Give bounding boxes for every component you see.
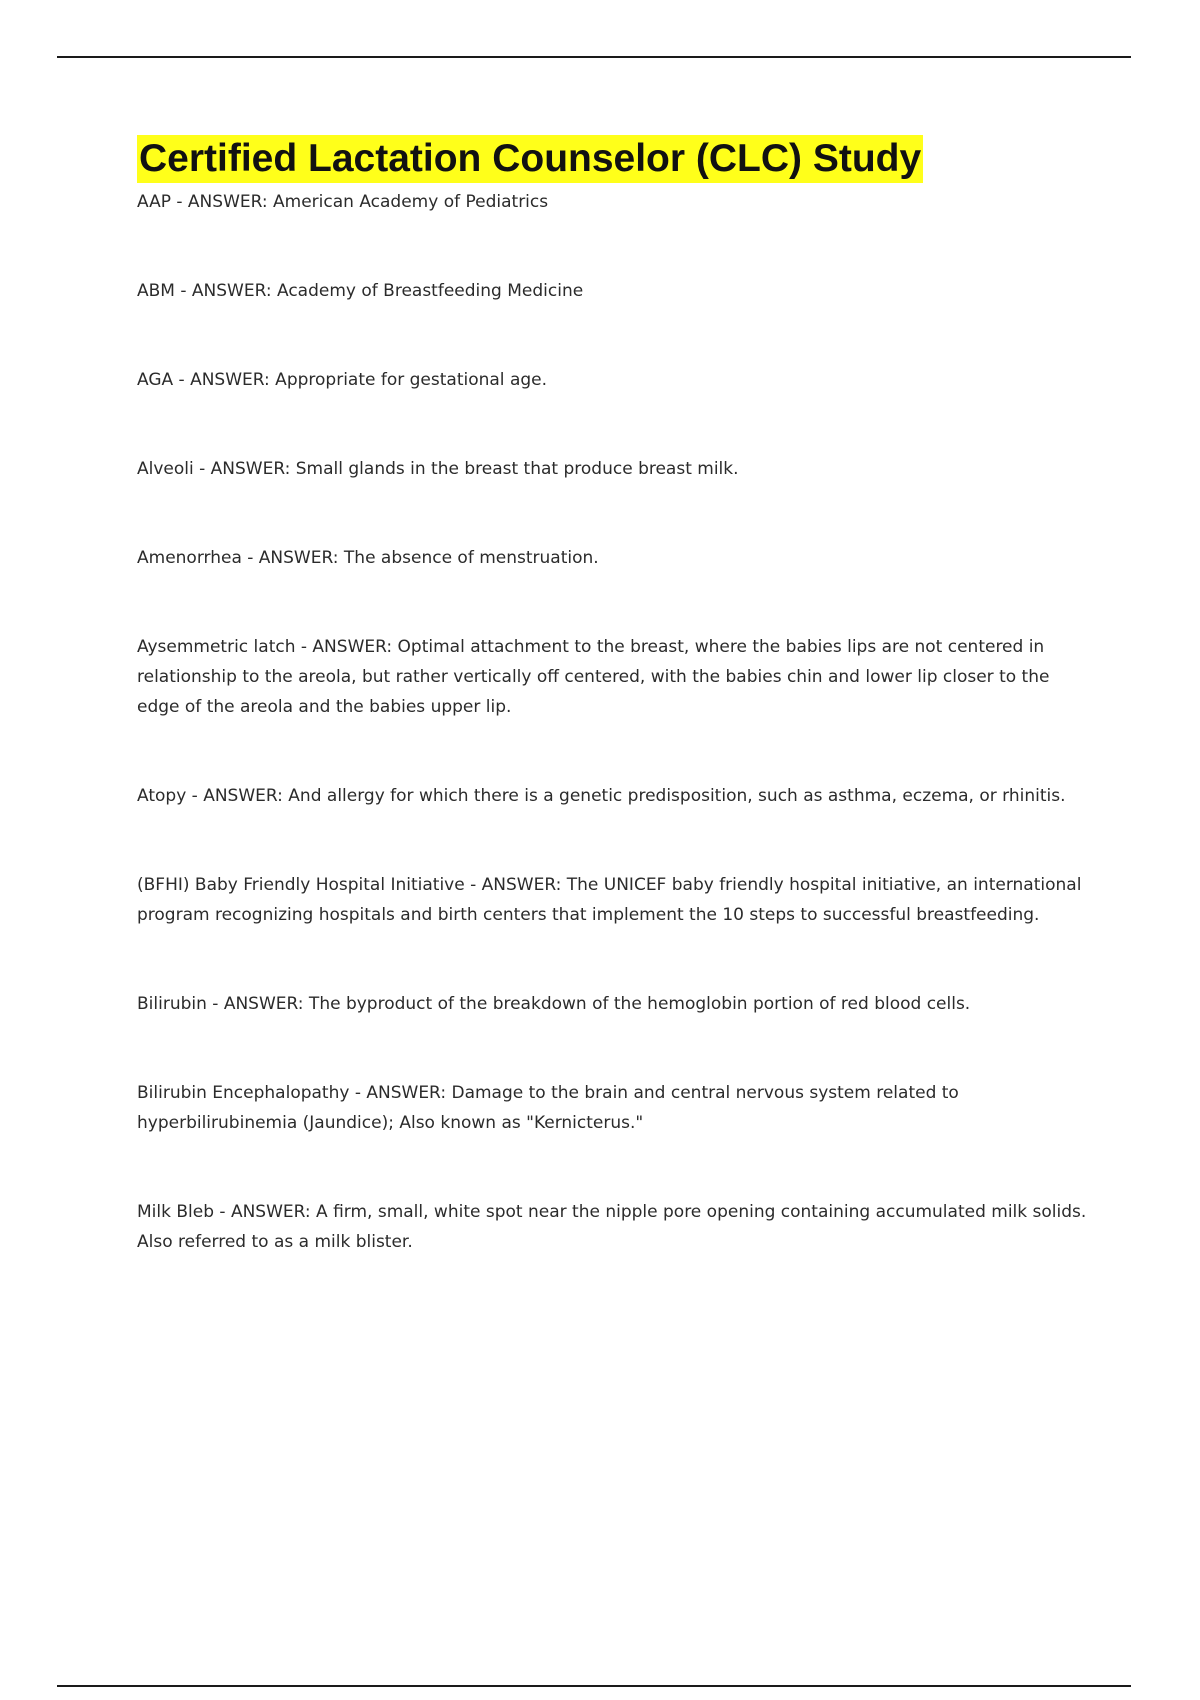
definition-entry: AGA - ANSWER: Appropriate for gestational age. xyxy=(137,370,548,390)
definition-entry: Aysemmetric latch - ANSWER: Optimal attachment to the breast, where the babies lips are not centered in relationship to the areola, but rather vertically off centered, with the babies chin and lower lip closer to the edge of the areola and the babies upper lip. xyxy=(137,637,1050,717)
definition-entry: Milk Bleb - ANSWER: A firm, small, white spot near the nipple pore opening containing accumulated milk solids. Also referred to as a milk blister. xyxy=(137,1202,1087,1252)
top-rule xyxy=(57,56,1131,58)
definition-entry: ABM - ANSWER: Academy of Breastfeeding Medicine xyxy=(137,281,584,301)
definition-entry: Atopy - ANSWER: And allergy for which there is a genetic predisposition, such as asthma, eczema, or rhinitis. xyxy=(137,786,1066,806)
definition-entry: AAP - ANSWER: American Academy of Pediatrics xyxy=(137,192,549,212)
definition-list xyxy=(137,187,1097,1257)
document-title: Certified Lactation Counselor (CLC) Study xyxy=(137,135,923,183)
bottom-rule xyxy=(57,1685,1131,1687)
definition-entry: (BFHI) Baby Friendly Hospital Initiative - ANSWER: The UNICEF baby friendly hospital initiative, an international program recognizing hospitals and birth centers that implement the 10 steps to successful breastfeeding. xyxy=(137,875,1082,925)
definition-entry: Alveoli - ANSWER: Small glands in the breast that produce breast milk. xyxy=(137,459,739,479)
definition-entry: Amenorrhea - ANSWER: The absence of menstruation. xyxy=(137,548,599,568)
definition-entry: Bilirubin Encephalopathy - ANSWER: Damage to the brain and central nervous system related to hyperbilirubinemia (Jaundice); Also known as "Kernicterus." xyxy=(137,1083,959,1133)
definition-entry: Bilirubin - ANSWER: The byproduct of the breakdown of the hemoglobin portion of red blood cells. xyxy=(137,994,971,1014)
document-page xyxy=(137,135,1097,1316)
